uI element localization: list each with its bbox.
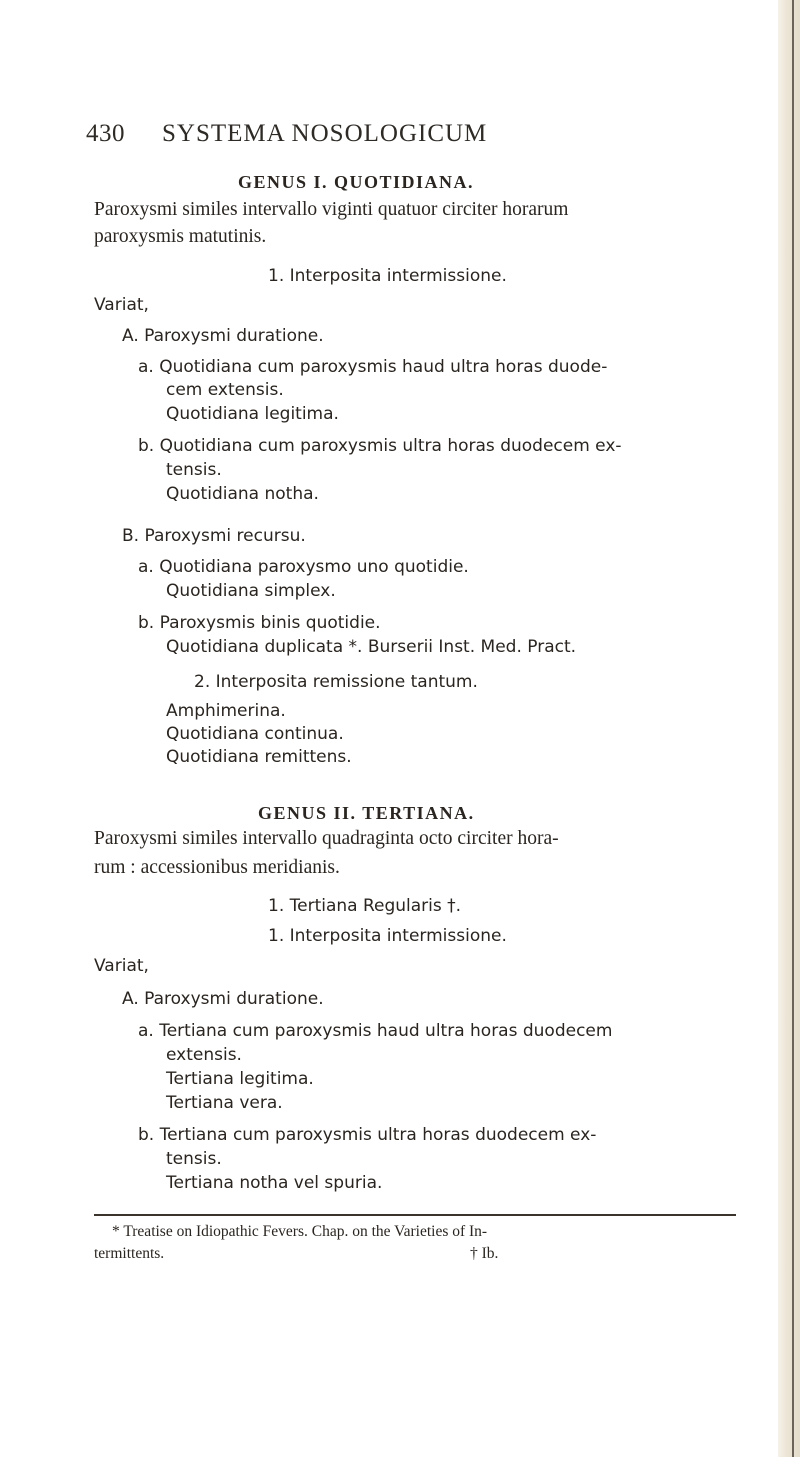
- genus-1-heading: GENUS I. QUOTIDIANA.: [238, 172, 475, 192]
- variety-line: tensis.: [166, 1149, 222, 1169]
- variety-line: a. Quotidiana cum paroxysmis haud ultra horas duode-: [138, 357, 608, 377]
- variety-line: Tertiana legitima.: [166, 1069, 314, 1089]
- genus-1-definition-line: paroxysmis matutinis.: [94, 226, 267, 247]
- variety-line: Quotidiana remittens.: [166, 747, 352, 767]
- genus-1-subhead: 1. Interposita intermissione.: [268, 266, 507, 286]
- variety-line: Quotidiana legitima.: [166, 404, 339, 424]
- variety-line: cem extensis.: [166, 380, 284, 400]
- variety-line: extensis.: [166, 1045, 242, 1065]
- variety-line: A. Paroxysmi duratione.: [122, 326, 324, 346]
- variety-line: b. Paroxysmis binis quotidie.: [138, 613, 381, 633]
- variety-line: Tertiana vera.: [166, 1093, 283, 1113]
- genus-2-sub1: 1. Tertiana Regularis †.: [268, 896, 462, 916]
- variety-line: Quotidiana notha.: [166, 484, 319, 504]
- variety-line: a. Tertiana cum paroxysmis haud ultra horas duodecem: [138, 1021, 613, 1041]
- variety-line: Tertiana notha vel spuria.: [166, 1173, 383, 1193]
- variety-line: Quotidiana continua.: [166, 724, 344, 744]
- variety-line: b. Tertiana cum paroxysmis ultra horas duodecem ex-: [138, 1125, 597, 1145]
- page-edge: [778, 0, 800, 1457]
- variety-line: 2. Interposita remissione tantum.: [194, 672, 478, 692]
- footnote-line: * Treatise on Idiopathic Fevers. Chap. on the Varieties of In-: [112, 1223, 488, 1240]
- variety-line: b. Quotidiana cum paroxysmis ultra horas duodecem ex-: [138, 436, 622, 456]
- variety-line: B. Paroxysmi recursu.: [122, 526, 306, 546]
- variety-line: tensis.: [166, 460, 222, 480]
- variety-line: Amphimerina.: [166, 701, 286, 721]
- genus-2-sub2: 1. Interposita intermissione.: [268, 926, 507, 946]
- genus-1-definition-line: Paroxysmi similes intervallo viginti quatuor circiter horarum: [94, 199, 569, 220]
- running-title: SYSTEMA NOSOLOGICUM: [162, 120, 488, 147]
- page-edge-line: [792, 0, 794, 1457]
- variety-line: Quotidiana simplex.: [166, 581, 336, 601]
- genus-2-heading: GENUS II. TERTIANA.: [258, 803, 475, 823]
- page-number: 430: [86, 120, 125, 147]
- footnote-rule: [94, 1214, 736, 1216]
- footnote-line: termittents.: [94, 1245, 165, 1262]
- genus-2-variat: Variat,: [94, 956, 149, 976]
- genus-1-variat: Variat,: [94, 295, 149, 315]
- variety-line: A. Paroxysmi duratione.: [122, 989, 324, 1009]
- genus-2-definition-line: Paroxysmi similes intervallo quadraginta octo circiter hora-: [94, 828, 559, 849]
- genus-2-definition-line: rum : accessionibus meridianis.: [94, 857, 340, 878]
- variety-line: a. Quotidiana paroxysmo uno quotidie.: [138, 557, 469, 577]
- variety-line: Quotidiana duplicata *. Burserii Inst. Med. Pract.: [166, 637, 577, 657]
- footnote-line: † Ib.: [470, 1245, 499, 1262]
- running-header: [86, 120, 487, 148]
